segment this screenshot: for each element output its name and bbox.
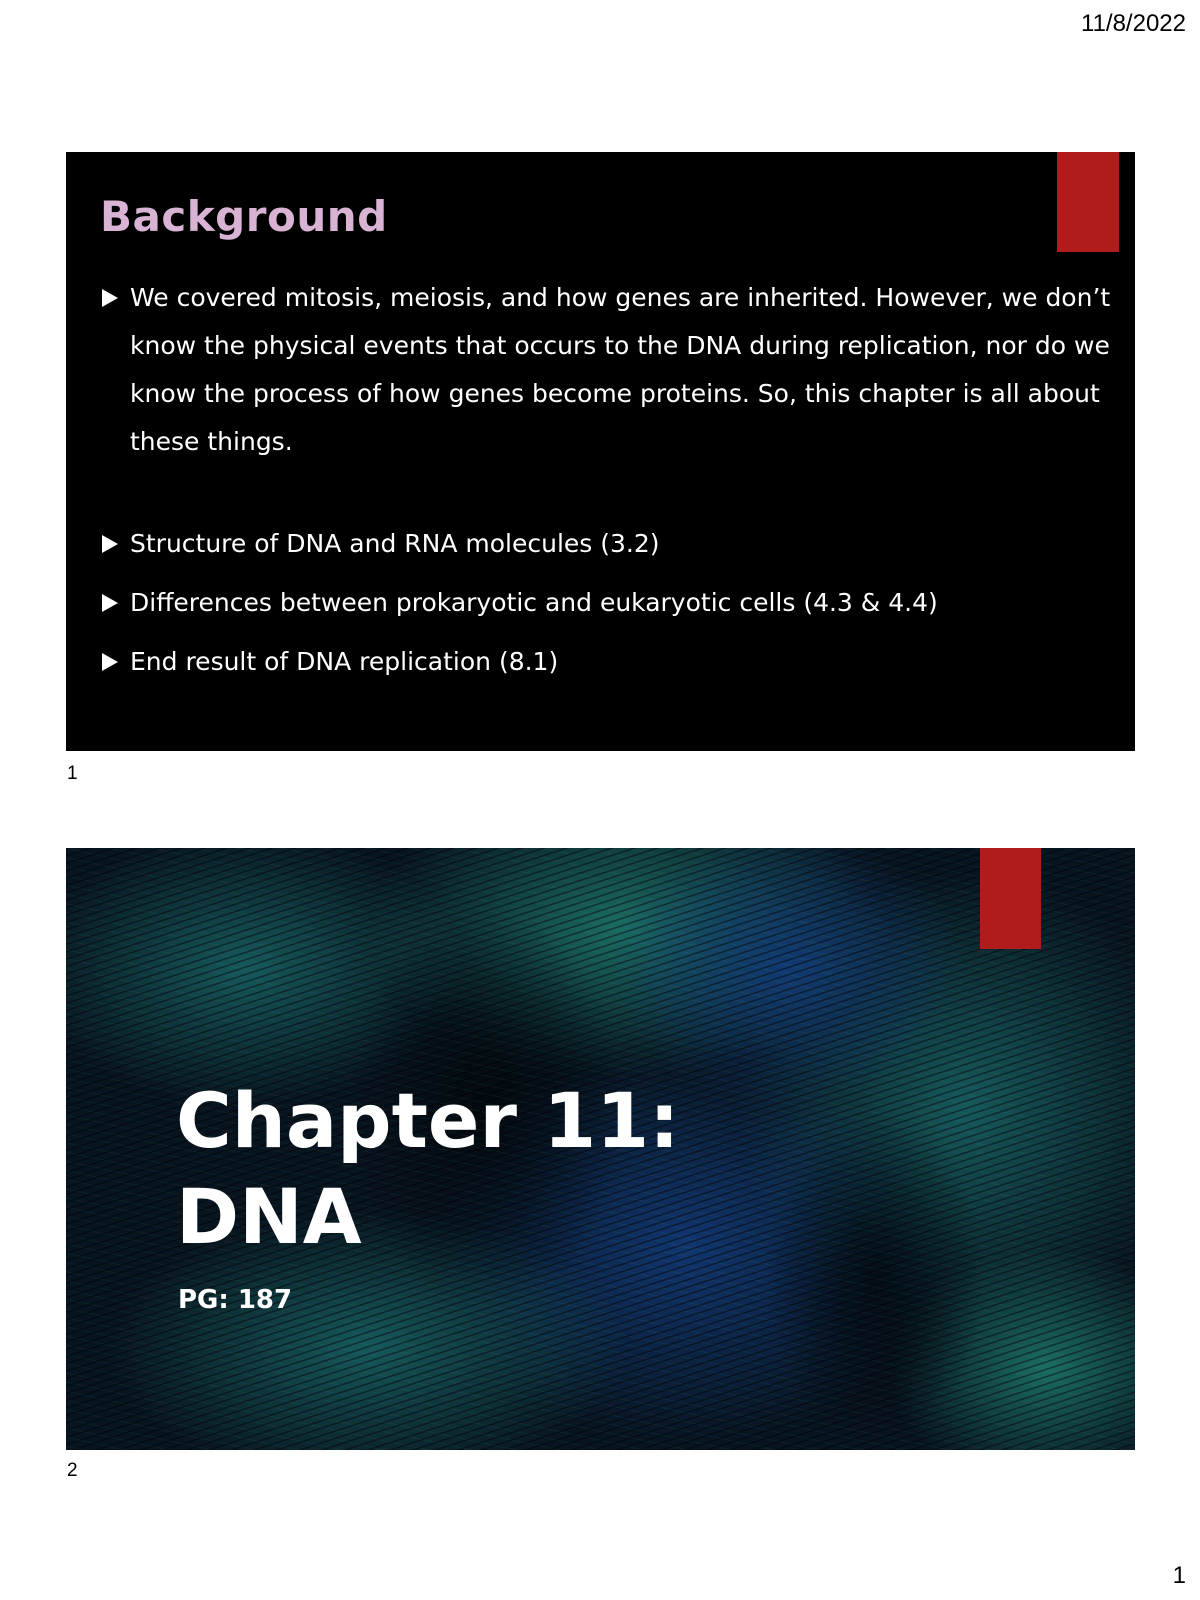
slide-number: 2 (67, 1460, 78, 1481)
page-number: 1 (1172, 1562, 1186, 1589)
slide-title: Background (100, 192, 388, 241)
triangle-bullet-icon (102, 653, 118, 671)
bullet-text: End result of DNA replication (8.1) (130, 647, 559, 676)
bullet-item (102, 587, 1112, 619)
bullet-item (102, 646, 1112, 678)
bullet-item (102, 274, 1112, 466)
accent-bar (1057, 152, 1119, 252)
slide-title-chapter (66, 848, 1135, 1450)
bullet-item (102, 528, 1112, 560)
chapter-subtitle: PG: 187 (178, 1285, 293, 1315)
bullet-list (102, 274, 1112, 705)
bullet-text: Structure of DNA and RNA molecules (3.2) (130, 529, 660, 558)
chapter-title-line: DNA (176, 1172, 362, 1261)
triangle-bullet-icon (102, 594, 118, 612)
bullet-text: We covered mitosis, meiosis, and how genes are inherited. However, we don’t know the physical events that occurs to the DNA during replication, nor do we know the process of how genes become proteins. So, this chapter is all about these things. (130, 283, 1111, 456)
slide-background (66, 152, 1135, 751)
slide-number: 1 (67, 763, 78, 784)
print-date: 11/8/2022 (1081, 10, 1186, 37)
chapter-title (176, 1073, 680, 1265)
triangle-bullet-icon (102, 289, 118, 307)
accent-bar (980, 848, 1041, 949)
triangle-bullet-icon (102, 535, 118, 553)
chapter-title-line: Chapter 11: (176, 1076, 680, 1165)
bullet-text: Differences between prokaryotic and eukaryotic cells (4.3 & 4.4) (130, 588, 938, 617)
